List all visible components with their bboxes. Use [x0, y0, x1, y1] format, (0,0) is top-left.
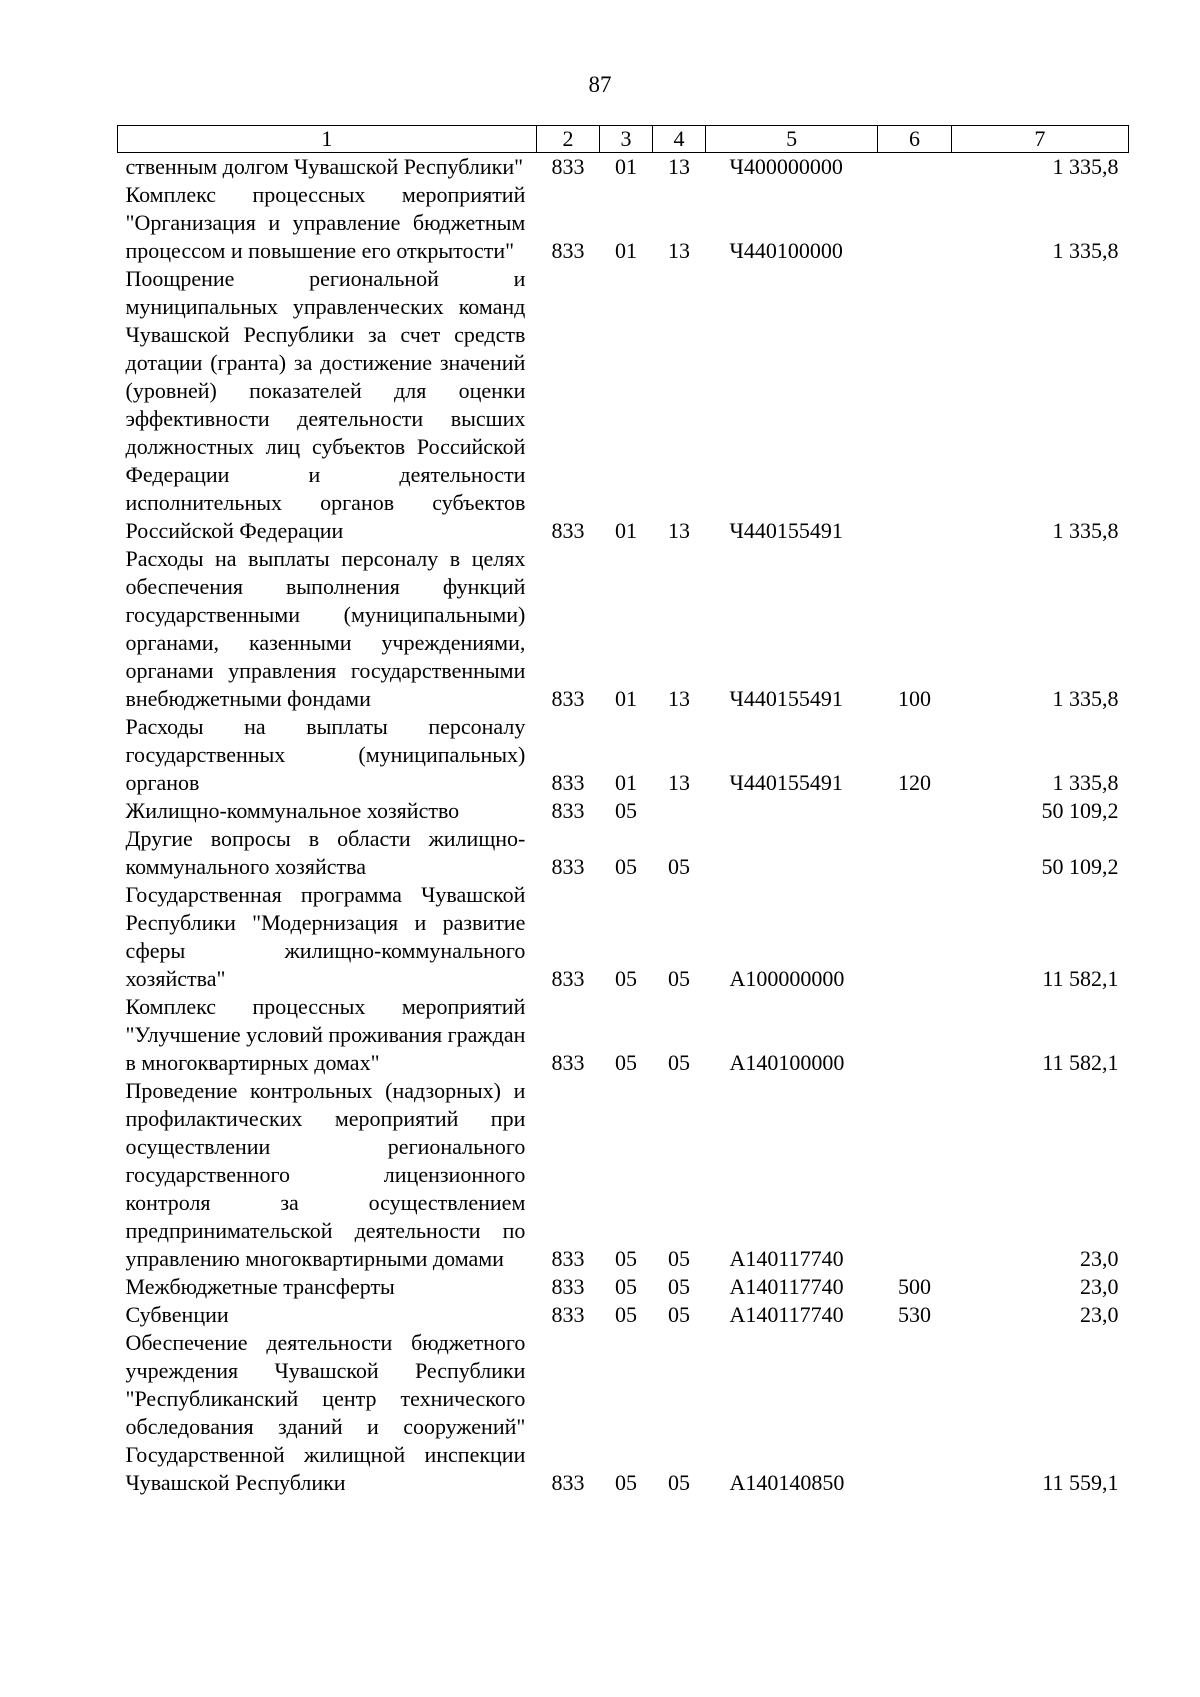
section-code: 01 — [615, 518, 638, 543]
expense-type-code — [878, 881, 951, 993]
subsection-code: 13 — [668, 770, 691, 795]
section-code: 01 — [615, 238, 638, 263]
target-article-code — [706, 797, 878, 825]
table-row — [118, 713, 1129, 797]
item-name: Государственная программа Чувашской Республики "Модернизация и развитие сферы жилищно-коммунального хозяйства" — [125, 882, 526, 991]
target-article-code: Ч440155491 — [729, 518, 843, 543]
item-name: Межбюджетные трансферты — [125, 1274, 395, 1299]
subsection-code: 05 — [668, 1302, 691, 1327]
header-col-4: 4 — [653, 126, 706, 153]
amount: 23,0 — [1080, 1246, 1119, 1271]
header-col-3: 3 — [600, 126, 653, 153]
amount: 23,0 — [1080, 1274, 1119, 1299]
target-article-code: Ч440155491 — [729, 770, 843, 795]
subsection-code: 05 — [668, 966, 691, 991]
table-row — [118, 153, 1129, 182]
expense-type-code — [878, 797, 951, 825]
expense-type-code: 120 — [897, 770, 931, 795]
expense-type-code: 500 — [897, 1274, 931, 1299]
expense-type-code: 100 — [897, 686, 931, 711]
target-article-code: А140117740 — [729, 1274, 844, 1299]
section-code: 01 — [615, 686, 638, 711]
subsection-code: 05 — [668, 1274, 691, 1299]
ministry-code: 833 — [551, 518, 585, 543]
table-row — [118, 1301, 1129, 1329]
target-article-code: А100000000 — [729, 966, 845, 991]
ministry-code: 833 — [551, 1050, 585, 1075]
table-row — [118, 993, 1129, 1077]
section-code: 05 — [615, 1050, 638, 1075]
amount: 1 335,8 — [1052, 154, 1119, 179]
section-code: 05 — [615, 854, 638, 879]
section-code: 05 — [615, 798, 638, 823]
amount: 50 109,2 — [1041, 854, 1119, 879]
expense-type-code — [878, 265, 951, 545]
item-name: Обеспечение деятельности бюджетного учреждения Чувашской Республики "Республиканский центр технического обследования зданий и сооружений" Государственной жилищной инспекции Чувашской Республики — [125, 1330, 526, 1495]
expense-type-code — [878, 181, 951, 265]
ministry-code: 833 — [551, 966, 585, 991]
header-col-5: 5 — [706, 126, 878, 153]
target-article-code: А140140850 — [729, 1470, 845, 1495]
item-name: Жилищно-коммунальное хозяйство — [125, 798, 460, 823]
section-code: 05 — [615, 1470, 638, 1495]
table-row — [118, 181, 1129, 265]
target-article-code: А140117740 — [729, 1246, 844, 1271]
item-name: Расходы на выплаты персоналу государственных (муниципальных) органов — [125, 714, 526, 795]
table-row — [118, 881, 1129, 993]
subsection-code: 05 — [668, 854, 691, 879]
amount: 1 335,8 — [1052, 770, 1119, 795]
subsection-code: 05 — [668, 1470, 691, 1495]
table-row — [118, 797, 1129, 825]
expense-type-code — [878, 153, 951, 182]
amount: 1 335,8 — [1052, 238, 1119, 263]
expense-type-code — [878, 993, 951, 1077]
table-row — [118, 1329, 1129, 1497]
subsection-code: 05 — [668, 1246, 691, 1271]
amount: 11 582,1 — [1042, 966, 1119, 991]
subsection-code: 13 — [668, 686, 691, 711]
section-code: 01 — [615, 770, 638, 795]
amount: 11 582,1 — [1042, 1050, 1119, 1075]
ministry-code: 833 — [551, 238, 585, 263]
expense-type-code: 530 — [897, 1302, 931, 1327]
item-name: Другие вопросы в области жилищно-коммунального хозяйства — [125, 826, 526, 879]
expense-type-code — [878, 1329, 951, 1497]
section-code: 05 — [615, 1246, 638, 1271]
ministry-code: 833 — [551, 686, 585, 711]
amount: 1 335,8 — [1052, 518, 1119, 543]
table-header — [118, 126, 1129, 153]
section-code: 05 — [615, 1302, 638, 1327]
target-article-code: А140117740 — [729, 1302, 844, 1327]
ministry-code: 833 — [551, 1246, 585, 1271]
target-article-code: Ч440155491 — [729, 686, 843, 711]
page-number: 87 — [588, 72, 612, 97]
table-row — [118, 545, 1129, 713]
expense-type-code — [878, 1077, 951, 1273]
section-code: 05 — [615, 1274, 638, 1299]
target-article-code: Ч440100000 — [729, 238, 843, 263]
header-col-7: 7 — [951, 126, 1128, 153]
table-row — [118, 1077, 1129, 1273]
ministry-code: 833 — [551, 1274, 585, 1299]
item-name: Комплекс процессных мероприятий "Организация и управление бюджетным процессом и повышение его открытости" — [125, 182, 526, 263]
target-article-code — [706, 825, 878, 881]
table-row — [118, 1273, 1129, 1301]
table-body — [118, 153, 1129, 1498]
section-code: 01 — [615, 154, 638, 179]
ministry-code: 833 — [551, 1302, 585, 1327]
ministry-code: 833 — [551, 1470, 585, 1495]
subsection-code: 13 — [668, 518, 691, 543]
amount: 1 335,8 — [1052, 686, 1119, 711]
ministry-code: 833 — [551, 854, 585, 879]
table-row — [118, 825, 1129, 881]
table-row — [118, 265, 1129, 545]
amount: 11 559,1 — [1042, 1470, 1119, 1495]
subsection-code — [653, 797, 706, 825]
amount: 50 109,2 — [1041, 798, 1119, 823]
target-article-code: А140100000 — [729, 1050, 845, 1075]
ministry-code: 833 — [551, 798, 585, 823]
ministry-code: 833 — [551, 770, 585, 795]
item-name: Проведение контрольных (надзорных) и профилактических мероприятий при осуществлении регионального государственного лицензионного контроля за осуществлением предпринимательской деятельности по управлению многоквартирными домами — [125, 1078, 526, 1271]
header-col-6: 6 — [878, 126, 951, 153]
item-name: Субвенции — [125, 1302, 229, 1327]
subsection-code: 13 — [668, 238, 691, 263]
budget-table — [117, 125, 1129, 1497]
section-code: 05 — [615, 966, 638, 991]
item-name: ственным долгом Чувашской Республики" — [125, 154, 524, 179]
header-col-1: 1 — [118, 126, 537, 153]
header-row — [118, 126, 1129, 153]
expense-type-code — [878, 825, 951, 881]
item-name: Расходы на выплаты персоналу в целях обеспечения выполнения функций государственными (муниципальными) органами, казенными учреждениями, органами управления государственными внебюджетными фондами — [125, 546, 526, 711]
header-col-2: 2 — [536, 126, 599, 153]
ministry-code: 833 — [551, 154, 585, 179]
amount: 23,0 — [1080, 1302, 1119, 1327]
item-name: Комплекс процессных мероприятий "Улучшение условий проживания граждан в многоквартирных домах" — [125, 994, 526, 1075]
item-name: Поощрение региональной и муниципальных управленческих команд Чувашской Республики за счет средств дотации (гранта) за достижение значений (уровней) показателей для оценки эффективности деятельности высших должностных лиц субъектов Российской Федерации и деятельности исполнительных органов субъектов Российской Федерации — [125, 266, 526, 543]
target-article-code: Ч400000000 — [729, 154, 843, 179]
subsection-code: 13 — [668, 154, 691, 179]
subsection-code: 05 — [668, 1050, 691, 1075]
